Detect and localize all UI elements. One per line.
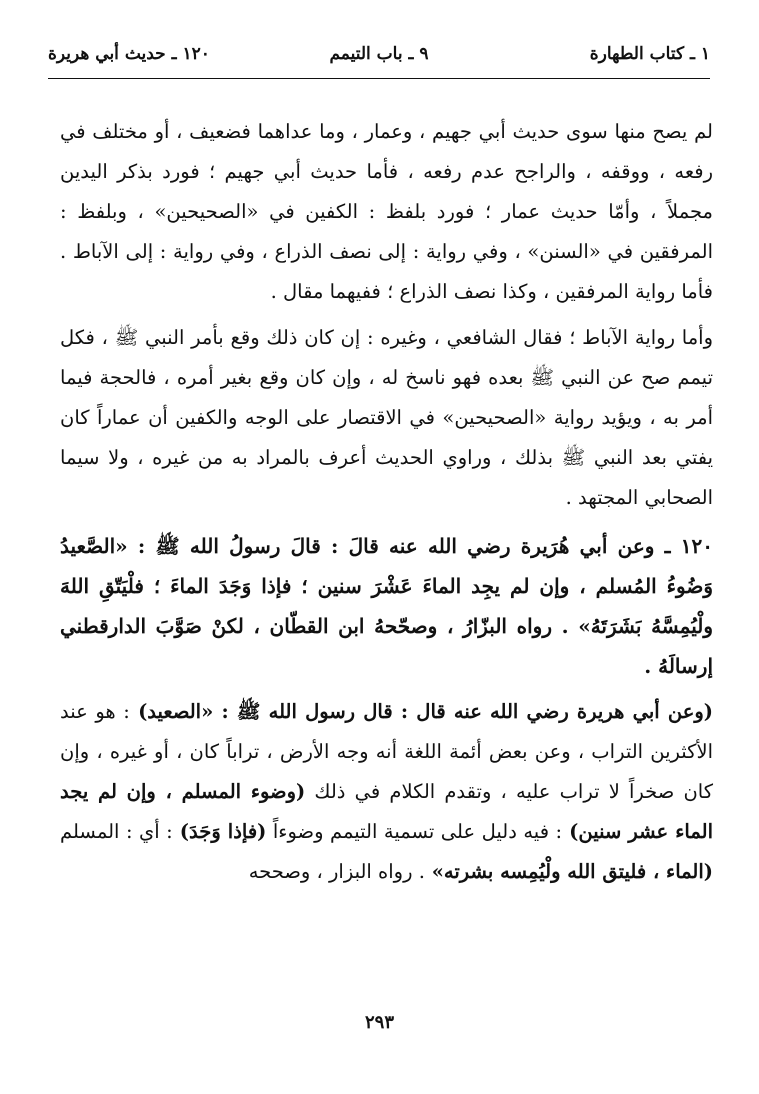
header-book-title: ١ ـ كتاب الطهارة <box>589 44 710 64</box>
page-number: ٢٩٣ <box>364 1012 394 1033</box>
explanation-quote-1: (وعن أبي هريرة رضي الله عنه قال : قال رسول الله ﷺ : «الصعيد) <box>129 700 713 723</box>
hadith-text-120: ١٢٠ ـ وعن أبي هُرَيرة رضي الله عنه قالَ : قالَ رسولُ الله ﷺ : «الصَّعيدُ وَضُوءُ المُسلم ، وإن لم يجِد الماءَ عَشْرَ سنين ؛ فإذا وَجَدَ الماءَ ؛ فلْيَتّقِ اللهَ ولْيُمِسَّهُ بَشَرَتَهُ» . رواه البزّارُ ، وصحّحهُ ابن القطّان ، لكنْ صَوَّبَ الدارقطني إرسالَهُ . <box>60 534 713 678</box>
running-header <box>48 38 710 79</box>
explanation-quote-4: (الماء ، فليتق الله ولْيُمِسه بشرته» <box>424 860 713 883</box>
header-hadith-title: ١٢٠ ـ حديث أبي هريرة <box>48 44 210 64</box>
paragraph-commentary-2: وأما رواية الآباط ؛ فقال الشافعي ، وغيره : إن كان ذلك وقع بأمر النبي ﷺ ، فكل تيمم صح عن النبي ﷺ بعده فهو ناسخ له ، وإن كان وقع بغير أمره ، فالحجة فيما أمر به ، ويؤيد رواية «الصحيحين» في الاقتصار على الوجه والكفين أن عماراً كان يفتي بعد النبي ﷺ بذلك ، وراوي الحديث أعرف بالمراد به من غيره ، ولا سيما الصحابي المجتهد . <box>60 326 713 509</box>
explanation-text-3: : أي : المسلم <box>60 820 173 843</box>
paragraph-explanation <box>60 692 713 892</box>
explanation-text-1: : هو عند الأكثرين التراب ، وعن بعض أئمة اللغة أنه وجه الأرض ، تراباً كان ، أو غيره ، وإن كان صخراً لا تراب عليه ، وتقدم الكلام في ذلك <box>60 700 713 803</box>
page-body <box>60 112 713 892</box>
paragraph-commentary-1: لم يصح منها سوى حديث أبي جهيم ، وعمار ، وما عداهما فضعيف ، أو مختلف في رفعه ، ووقفه ، والراجح عدم رفعه ، فأما حديث أبي جهيم ؛ فورد بذكر اليدين مجملاً ، وأمّا حديث عمار ؛ فورد بلفظ : الكفين في «الصحيحين» ، وبلفظ : المرفقين في «السنن» ، وفي رواية : إلى نصف الذراع ، وفي رواية : إلى الآباط . فأما رواية المرفقين ، وكذا نصف الذراع ؛ ففيهما مقال . <box>60 120 713 303</box>
explanation-quote-2: (وضوء المسلم ، وإن لم يجد الماء عشر سنين) <box>60 780 713 843</box>
explanation-text-2: : فيه دليل على تسمية التيمم وضوءاً <box>266 820 563 843</box>
explanation-text-4: . رواه البزار ، وصححه <box>248 860 425 883</box>
explanation-quote-3: (فإذا وَجَدَ) <box>172 820 267 843</box>
header-chapter-title: ٩ ـ باب التيمم <box>329 44 429 64</box>
